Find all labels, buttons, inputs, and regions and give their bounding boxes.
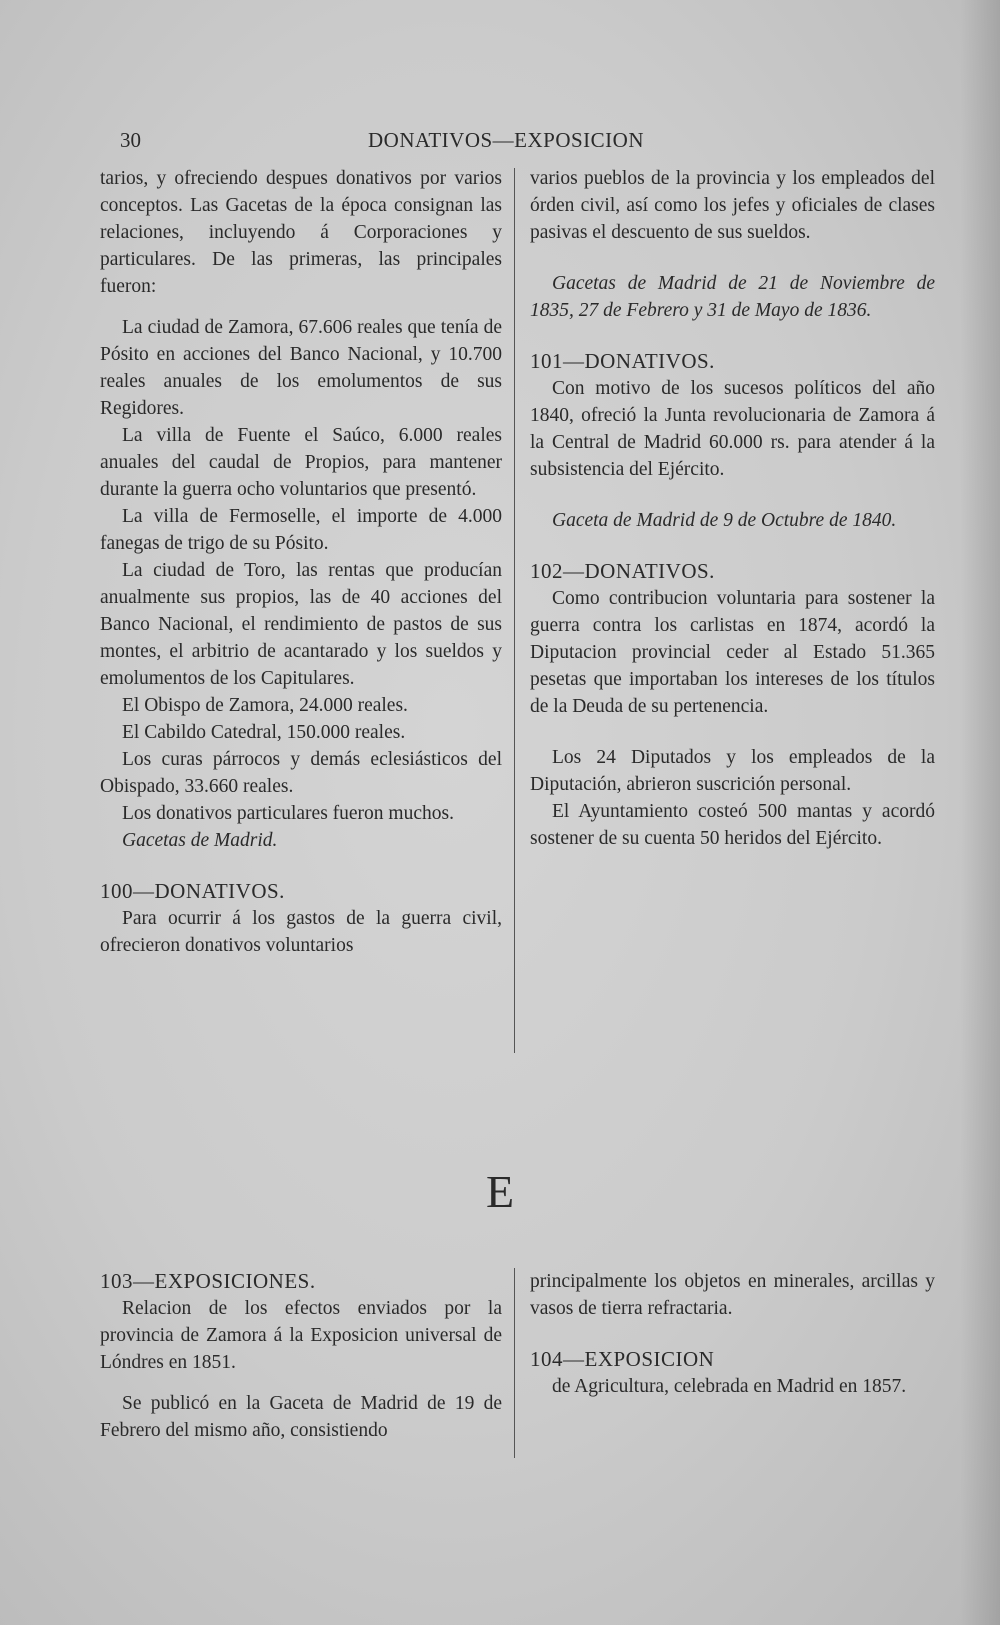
column-divider: [514, 168, 515, 1053]
entry-heading-102: 102—DONATIVOS.: [530, 559, 715, 583]
paragraph-103-source: Se publicó en la Gaceta de Madrid de 19 de Febrero del mismo año, consistiendo: [100, 1393, 502, 1441]
running-title: DONATIVOS—EXPOSICION: [368, 128, 645, 152]
source-citation: Gacetas de Madrid.: [122, 830, 278, 851]
paragraph-102: Como contribucion voluntaria para sostener la guerra contra los carlistas en 1874, acordó la Diputacion provincial ceder al Estado 51.365 pesetas que importaban los intereses de los títulos de la Deuda de su pertenencia.: [530, 588, 935, 717]
paragraph-fermoselle: La villa de Fermoselle, el importe de 4.000 fanegas de trigo de su Pósito.: [100, 506, 502, 554]
bottom-left-column: [100, 1268, 502, 1444]
entry-heading-100: 100—DONATIVOS.: [100, 879, 285, 903]
paragraph-diputados: Los 24 Diputados y los empleados de la Diputación, abrieron suscrición personal.: [530, 747, 935, 795]
page-edge-shadow: [960, 0, 1000, 1625]
paragraph-particulares: Los donativos particulares fueron muchos.: [122, 803, 454, 824]
paragraph-intro: tarios, y ofreciendo despues donativos por varios conceptos. Las Gacetas de la época consignan las relaciones, incluyendo á Corporaciones y particulares. De las primeras, las principales fueron:: [100, 168, 502, 297]
entry-heading-104: 104—EXPOSICION: [530, 1347, 715, 1371]
paragraph-toro: La ciudad de Toro, las rentas que producían anualmente sus propios, las de 40 acciones del Banco Nacional, el rendimiento de pastos de sus montes, el arbitrio de acantarado y los sueldos y emolumentos de los Capitulares.: [100, 560, 502, 689]
entry-heading-103: 103—EXPOSICIONES.: [100, 1269, 316, 1293]
paragraph-101: Con motivo de los sucesos políticos del año 1840, ofreció la Junta revolucionaria de Zamora á la Central de Madrid 60.000 rs. para atender á la subsistencia del Ejército.: [530, 378, 935, 480]
source-citation: Gaceta de Madrid de 9 de Octubre de 1840.: [552, 510, 897, 531]
bottom-right-column: [530, 1268, 935, 1400]
paragraph-fuente-sauco: La villa de Fuente el Saúco, 6.000 reales anuales del caudal de Propios, para mantener durante la guerra ocho voluntarios que presentó.: [100, 425, 502, 500]
paragraph-100: Para ocurrir á los gastos de la guerra civil, ofrecieron donativos voluntarios: [100, 908, 502, 956]
paragraph-104: de Agricultura, celebrada en Madrid en 1857.: [552, 1376, 907, 1397]
paragraph-ayuntamiento: El Ayuntamiento costeó 500 mantas y acordó sostener de su cuenta 50 heridos del Ejército.: [530, 801, 935, 849]
paragraph-zamora: La ciudad de Zamora, 67.606 reales que tenía de Pósito en acciones del Banco Nacional, y 10.700 reales anuales de los emolumentos de sus Regidores.: [100, 317, 502, 419]
page-number: 30: [120, 128, 141, 152]
paragraph-100-cont: varios pueblos de la provincia y los empleados del órden civil, así como los jefes y oficiales de clases pasivas el descuento de sus sueldos.: [530, 168, 935, 243]
source-citation: Gacetas de Madrid de 21 de Noviembre de 1835, 27 de Febrero y 31 de Mayo de 1836.: [530, 273, 935, 321]
paragraph-103: Relacion de los efectos enviados por la provincia de Zamora á la Exposicion universal de Lóndres en 1851.: [100, 1298, 502, 1373]
paragraph-curas: Los curas párrocos y demás eclesiásticos del Obispado, 33.660 reales.: [100, 749, 502, 797]
top-left-column: [100, 165, 502, 959]
paragraph-103-cont: principalmente los objetos en minerales, arcillas y vasos de tierra refractaria.: [530, 1271, 935, 1319]
paragraph-cabildo: El Cabildo Catedral, 150.000 reales.: [122, 722, 406, 743]
top-right-column: [530, 165, 935, 852]
paragraph-obispo: El Obispo de Zamora, 24.000 reales.: [122, 695, 408, 716]
section-letter: E: [485, 1166, 515, 1217]
page-header: [0, 128, 1000, 158]
column-divider: [514, 1268, 515, 1458]
entry-heading-101: 101—DONATIVOS.: [530, 349, 715, 373]
